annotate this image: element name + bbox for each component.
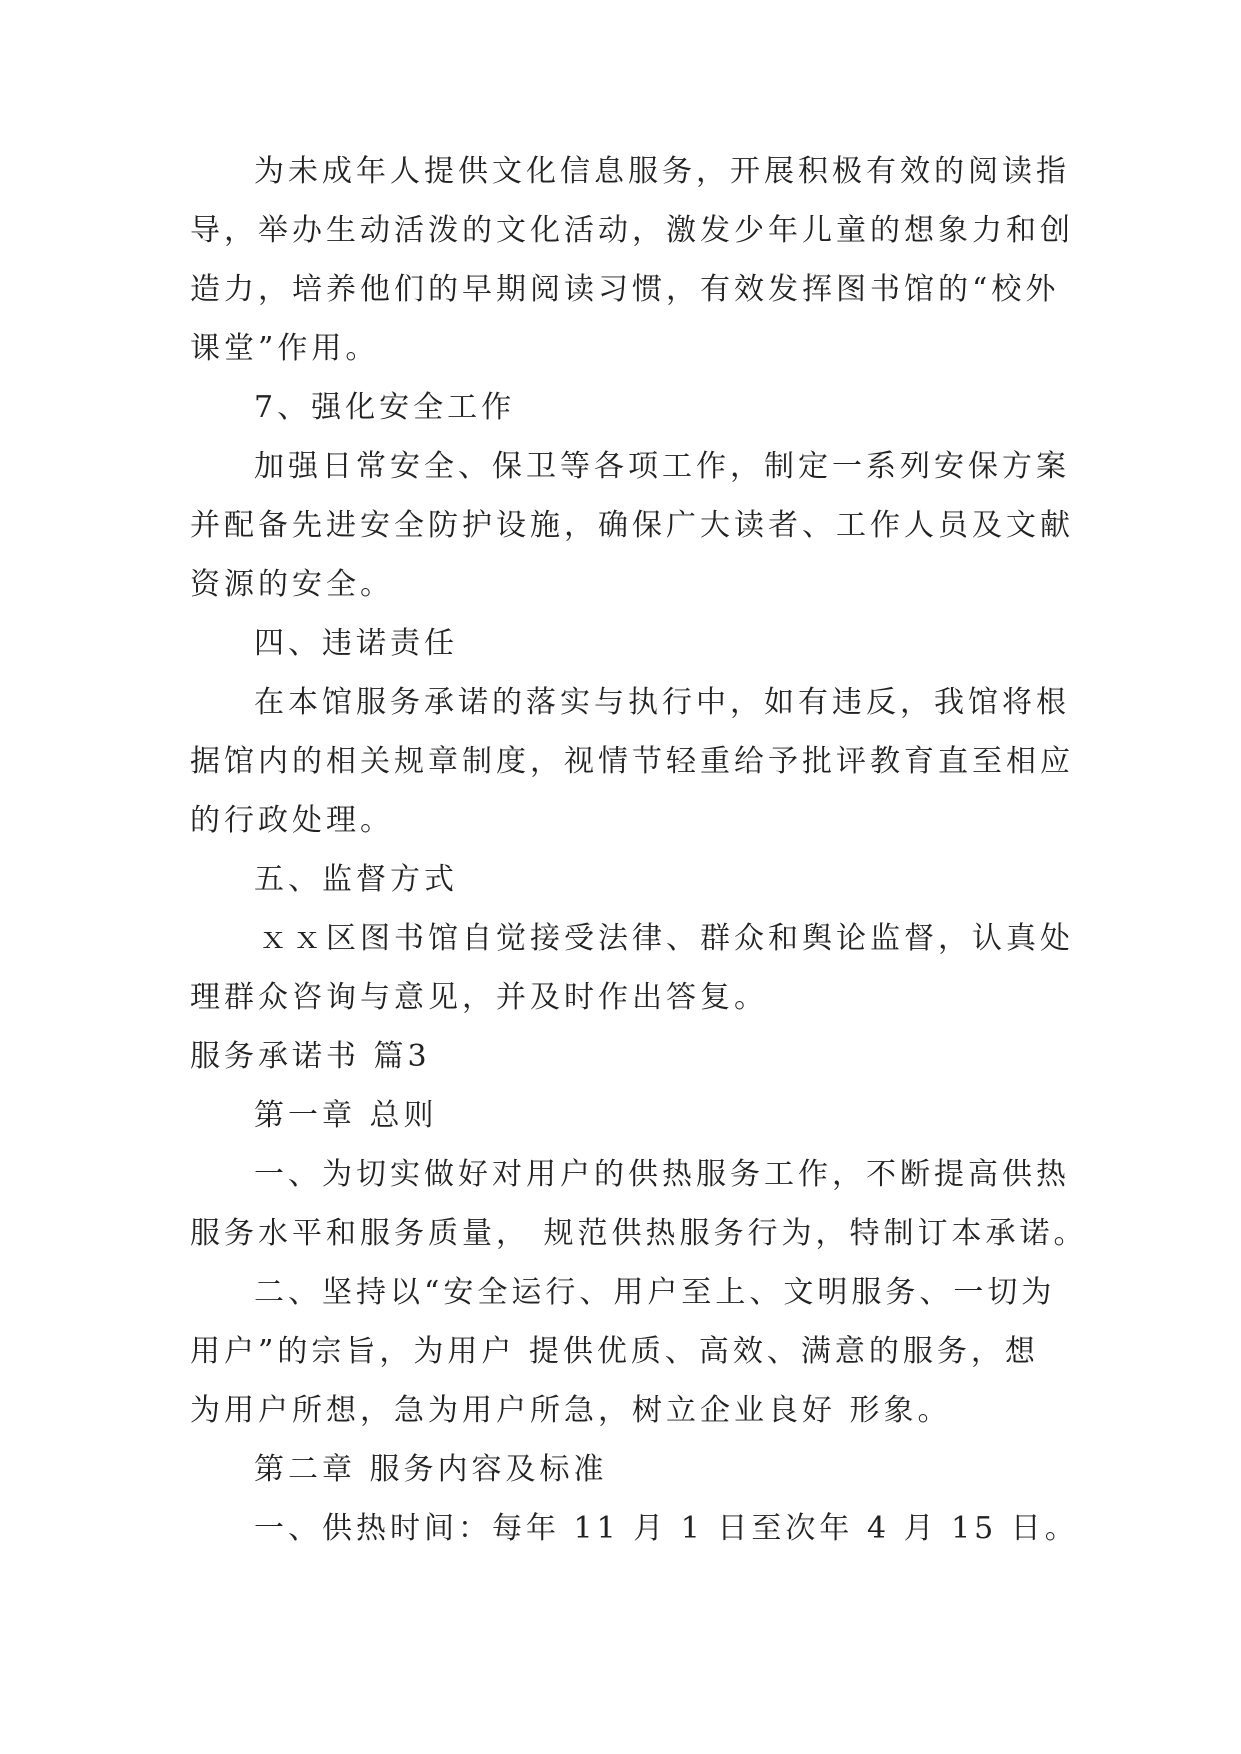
- section-heading: 五、监督方式: [254, 862, 458, 897]
- paragraph-line: 造力，培养他们的早期阅读习惯，有效发挥图书馆的“校外: [190, 272, 1060, 307]
- paragraph-line: 加强日常安全、保卫等各项工作，制定一系列安保方案: [254, 449, 1070, 484]
- section-heading: 四、违诺责任: [254, 626, 458, 661]
- chapter-heading: 第二章 服务内容及标准: [254, 1452, 608, 1487]
- paragraph-line: 为用户所想，急为用户所急，树立企业良好 形象。: [190, 1393, 952, 1428]
- paragraph-line: 二、坚持以“安全运行、用户至上、文明服务、一切为: [254, 1275, 1056, 1310]
- chapter-heading: 第一章 总则: [254, 1098, 438, 1133]
- paragraph-line: 为未成年人提供文化信息服务，开展积极有效的阅读指: [254, 154, 1070, 189]
- paragraph-line: 课堂”作用。: [190, 331, 380, 366]
- section-heading: 7、强化安全工作: [254, 390, 516, 425]
- paragraph-line: 理群众咨询与意见，并及时作出答复。: [190, 980, 768, 1015]
- paragraph-line: 服务水平和服务质量， 规范供热服务行为，特制订本承诺。: [190, 1216, 1088, 1251]
- paragraph-line: 一、为切实做好对用户的供热服务工作，不断提高供热: [254, 1157, 1070, 1192]
- paragraph-line: 并配备先进安全防护设施，确保广大读者、工作人员及文献: [190, 508, 1074, 543]
- paragraph-line: 据馆内的相关规章制度，视情节轻重给予批评教育直至相应: [190, 744, 1074, 779]
- document-body: [190, 142, 1088, 1558]
- paragraph-line: 用户”的宗旨，为用户 提供优质、高效、满意的服务，想: [190, 1334, 1039, 1369]
- paragraph-line: 的行政处理。: [190, 803, 394, 838]
- paragraph-line: 在本馆服务承诺的落实与执行中，如有违反，我馆将根: [254, 685, 1070, 720]
- paragraph-line: ｘｘ区图书馆自觉接受法律、群众和舆论监督，认真处: [258, 921, 1074, 956]
- paragraph-line: 一、供热时间：每年 11 月 1 日至次年 4 月 15 日。: [254, 1511, 1079, 1546]
- document-title: 服务承诺书 篇3: [190, 1039, 431, 1074]
- paragraph-line: 资源的安全。: [190, 567, 394, 602]
- paragraph-line: 导，举办生动活泼的文化活动，激发少年儿童的想象力和创: [190, 213, 1074, 248]
